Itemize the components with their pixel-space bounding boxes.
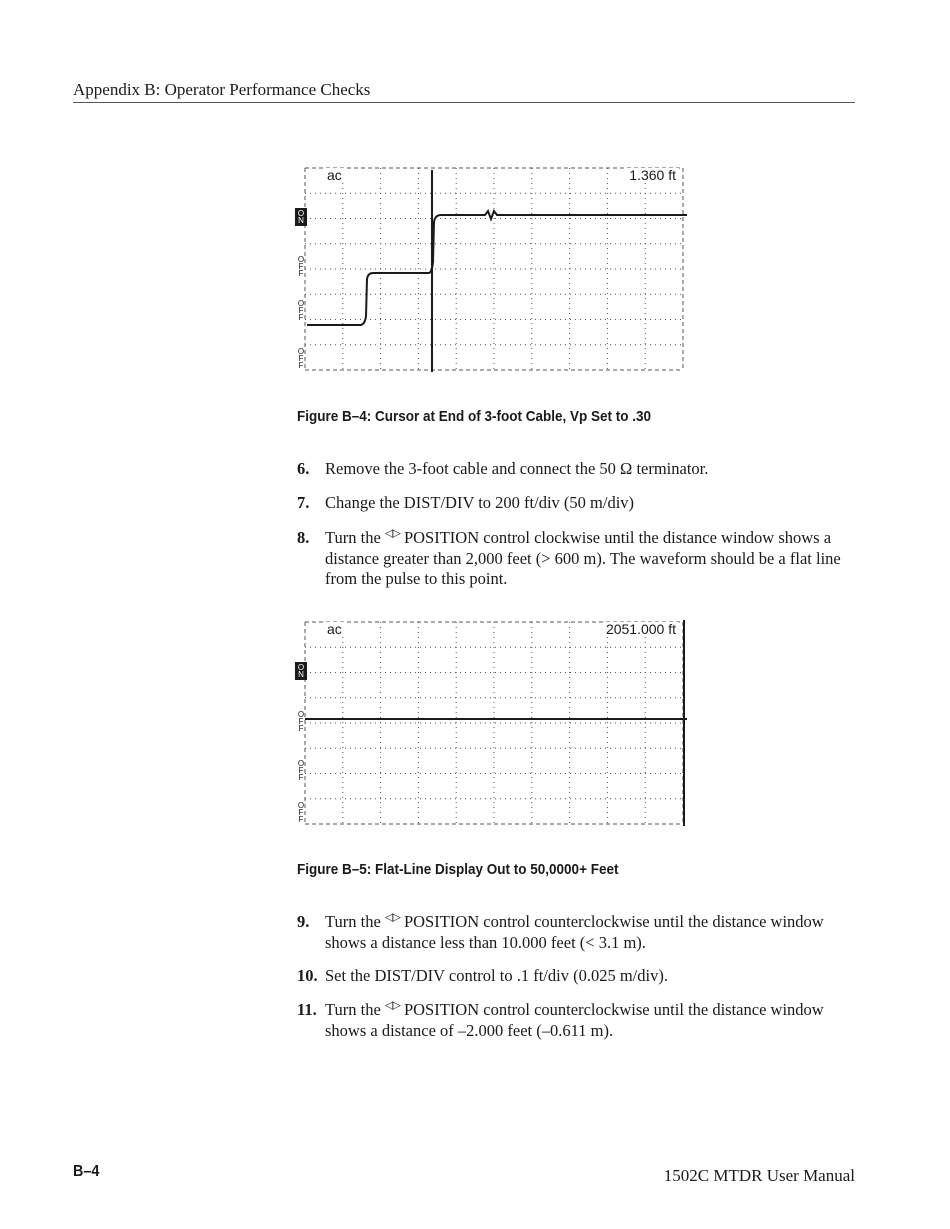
mode-label: ac [324,168,345,183]
step-item [297,912,857,953]
step-item [297,966,857,987]
step-number: 9. [297,912,310,931]
indicator-off: O F F [297,710,305,733]
figure-caption: Figure B–4: Cursor at End of 3-foot Cable, Vp Set to .30 [297,408,652,425]
waveform-trace [307,211,687,325]
indicator-off: O F F [297,759,305,782]
waveform-display-fig-b5 [295,620,687,828]
mode-label: ac [324,622,345,637]
distance-readout: 2051.000 ft [603,622,679,637]
step-text: Turn the ◁▷ POSITION control counterclockwise until the distance window shows a distance of –2.000 feet (–0.611 m). [325,999,824,1040]
position-arrows-icon: ◁▷ [384,911,400,924]
figure-caption: Figure B–5: Flat-Line Display Out to 50,0000+ Feet [297,861,619,878]
indicator-off: O F F [297,255,305,278]
waveform-graticule [295,620,687,828]
step-text: Set the DIST/DIV control to .1 ft/div (0.025 m/div). [325,966,668,985]
waveform-graticule [295,166,687,374]
step-item [297,493,857,514]
step-number: 11. [297,1000,317,1019]
step-text: Turn the ◁▷ POSITION control clockwise until the distance window shows a distance greater than 2,000 feet (> 600 m). The waveform should be a flat line from the pulse to this point. [325,527,841,588]
indicator-off: O F F [297,801,305,824]
waveform-display-fig-b4 [295,166,687,374]
position-arrows-icon: ◁▷ [384,999,400,1012]
indicator-off: O F F [297,347,305,370]
position-arrows-icon: ◁▷ [384,527,400,540]
step-item [297,1000,857,1041]
distance-readout: 1.360 ft [626,168,679,183]
step-number: 7. [297,493,310,512]
step-text: Remove the 3-foot cable and connect the 50 Ω terminator. [325,459,709,478]
running-head: Appendix B: Operator Performance Checks [73,80,855,103]
step-number: 8. [297,528,310,547]
step-number: 6. [297,459,310,478]
step-item [297,459,857,480]
step-text: Change the DIST/DIV to 200 ft/div (50 m/div) [325,493,635,512]
step-text: Turn the ◁▷ POSITION control counterclockwise until the distance window shows a distance less than 10.000 feet (< 3.1 m). [325,911,824,952]
manual-title: 1502C MTDR User Manual [663,1166,855,1185]
indicator-on: O N [295,662,307,680]
step-number: 10. [297,966,318,985]
indicator-off: O F F [297,299,305,322]
page-number: B–4 [73,1163,100,1180]
indicator-on: O N [295,208,307,226]
step-item [297,528,857,590]
